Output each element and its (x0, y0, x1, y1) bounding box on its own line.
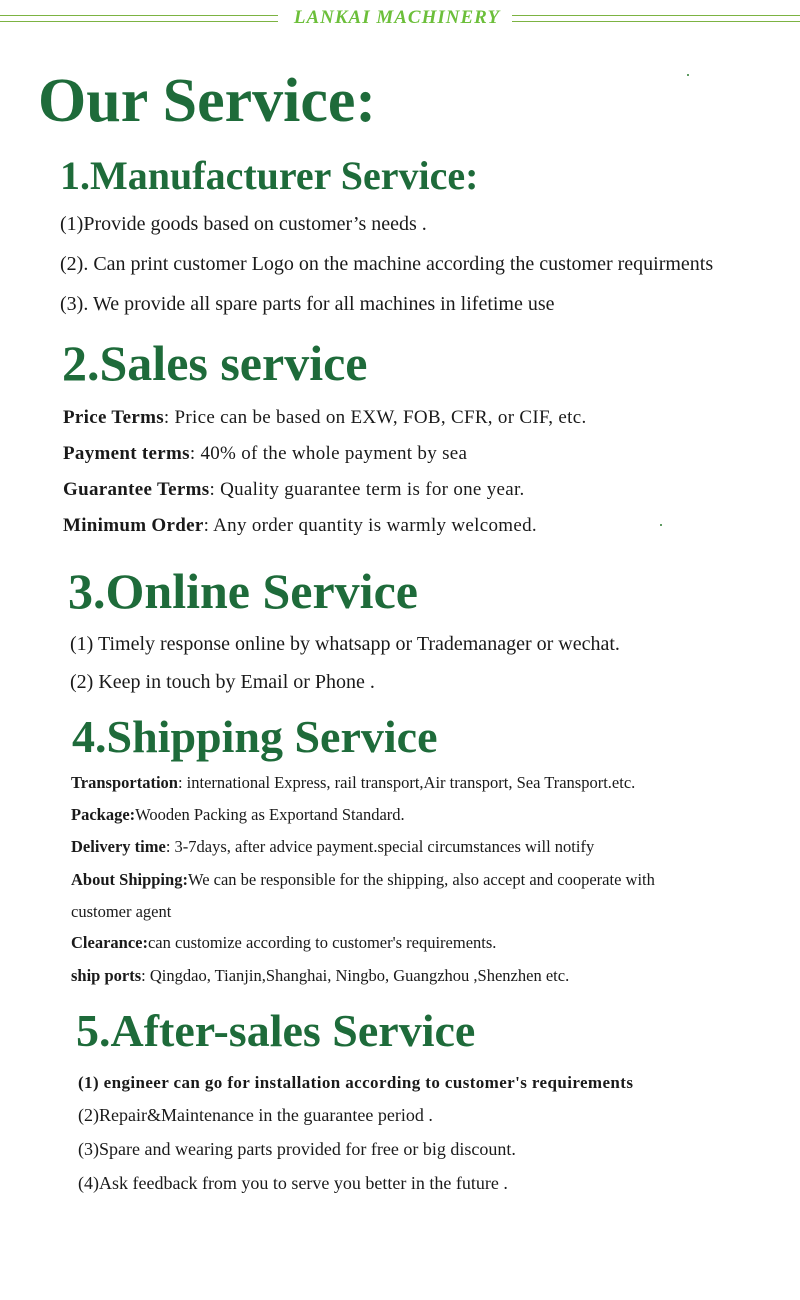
list-item (71, 872, 655, 889)
brand-name: LANKAI MACHINERY (293, 7, 501, 28)
term-text: : Qingdao, Tianjin,Shanghai, Ningbo, Guangzhou ,Shenzhen etc. (141, 966, 570, 985)
list-item: (2). Can print customer Logo on the machine according the customer requirments (60, 253, 714, 275)
term-text: can customize according to customer's requirements. (147, 933, 497, 952)
list-item (71, 968, 569, 985)
list-item (71, 807, 405, 824)
term-label: Delivery time (71, 837, 166, 856)
list-item (78, 1073, 633, 1091)
list-item (71, 839, 594, 856)
term-label: Price Terms (63, 407, 164, 428)
list-item: (3). We provide all spare parts for all machines in lifetime use (60, 293, 555, 315)
term-text: : 40% of the whole payment by sea (189, 443, 468, 464)
term-label: About Shipping: (71, 870, 188, 889)
term-text: : Price can be based on EXW, FOB, CFR, or CIF, etc. (163, 407, 587, 428)
term-text: customer agent (71, 902, 172, 921)
term-label: Transportation (71, 773, 178, 792)
list-item: (1)Provide goods based on customer’s needs . (60, 213, 427, 235)
section-heading-after-sales: 5.After-sales Service (76, 1005, 476, 1056)
section-heading-sales: 2.Sales service (62, 335, 368, 391)
section-heading-manufacturer: 1.Manufacturer Service: (60, 153, 479, 198)
list-item-continuation (71, 904, 171, 921)
list-item (63, 480, 525, 499)
section-heading-shipping: 4.Shipping Service (72, 711, 438, 762)
list-item: (1) Timely response online by whatsapp or Trademanager or wechat. (70, 633, 620, 655)
term-label: Guarantee Terms (63, 479, 210, 500)
term-label: Payment terms (63, 443, 190, 464)
list-item (63, 408, 587, 427)
section-heading-online: 3.Online Service (68, 563, 418, 619)
term-text: : international Express, rail transport,Air transport, Sea Transport.etc. (177, 773, 636, 792)
term-label: ship ports (71, 966, 142, 985)
header-rule-right (512, 15, 800, 22)
list-item (63, 444, 467, 463)
term-text: : Quality guarantee term is for one year. (209, 479, 525, 500)
term-label: Minimum Order (63, 515, 204, 536)
term-text: : 3-7days, after advice payment.special circumstances will notify (165, 837, 595, 856)
term-label: Clearance: (71, 933, 148, 952)
term-text: We can be responsible for the shipping, also accept and cooperate with (187, 870, 655, 889)
list-item (63, 516, 537, 535)
list-item: (2) Keep in touch by Email or Phone . (70, 671, 375, 693)
list-item: (2)Repair&Maintenance in the guarantee period . (78, 1105, 433, 1125)
header-rule-left (0, 15, 278, 22)
term-label: Package: (71, 805, 136, 824)
list-item (71, 775, 635, 792)
term-text: : Any order quantity is warmly welcomed. (203, 515, 537, 536)
list-item (71, 935, 496, 952)
list-item: (4)Ask feedback from you to serve you better in the future . (78, 1173, 508, 1193)
page-title: Our Service: (38, 67, 377, 135)
decorative-dot (660, 524, 662, 526)
term-text: Wooden Packing as Exportand Standard. (135, 805, 405, 824)
page-header (0, 8, 800, 30)
list-item: (3)Spare and wearing parts provided for free or big discount. (78, 1139, 516, 1159)
decorative-dot (687, 74, 689, 76)
list-item-text: (1) engineer can go for installation according to customer's requirements (78, 1073, 634, 1092)
